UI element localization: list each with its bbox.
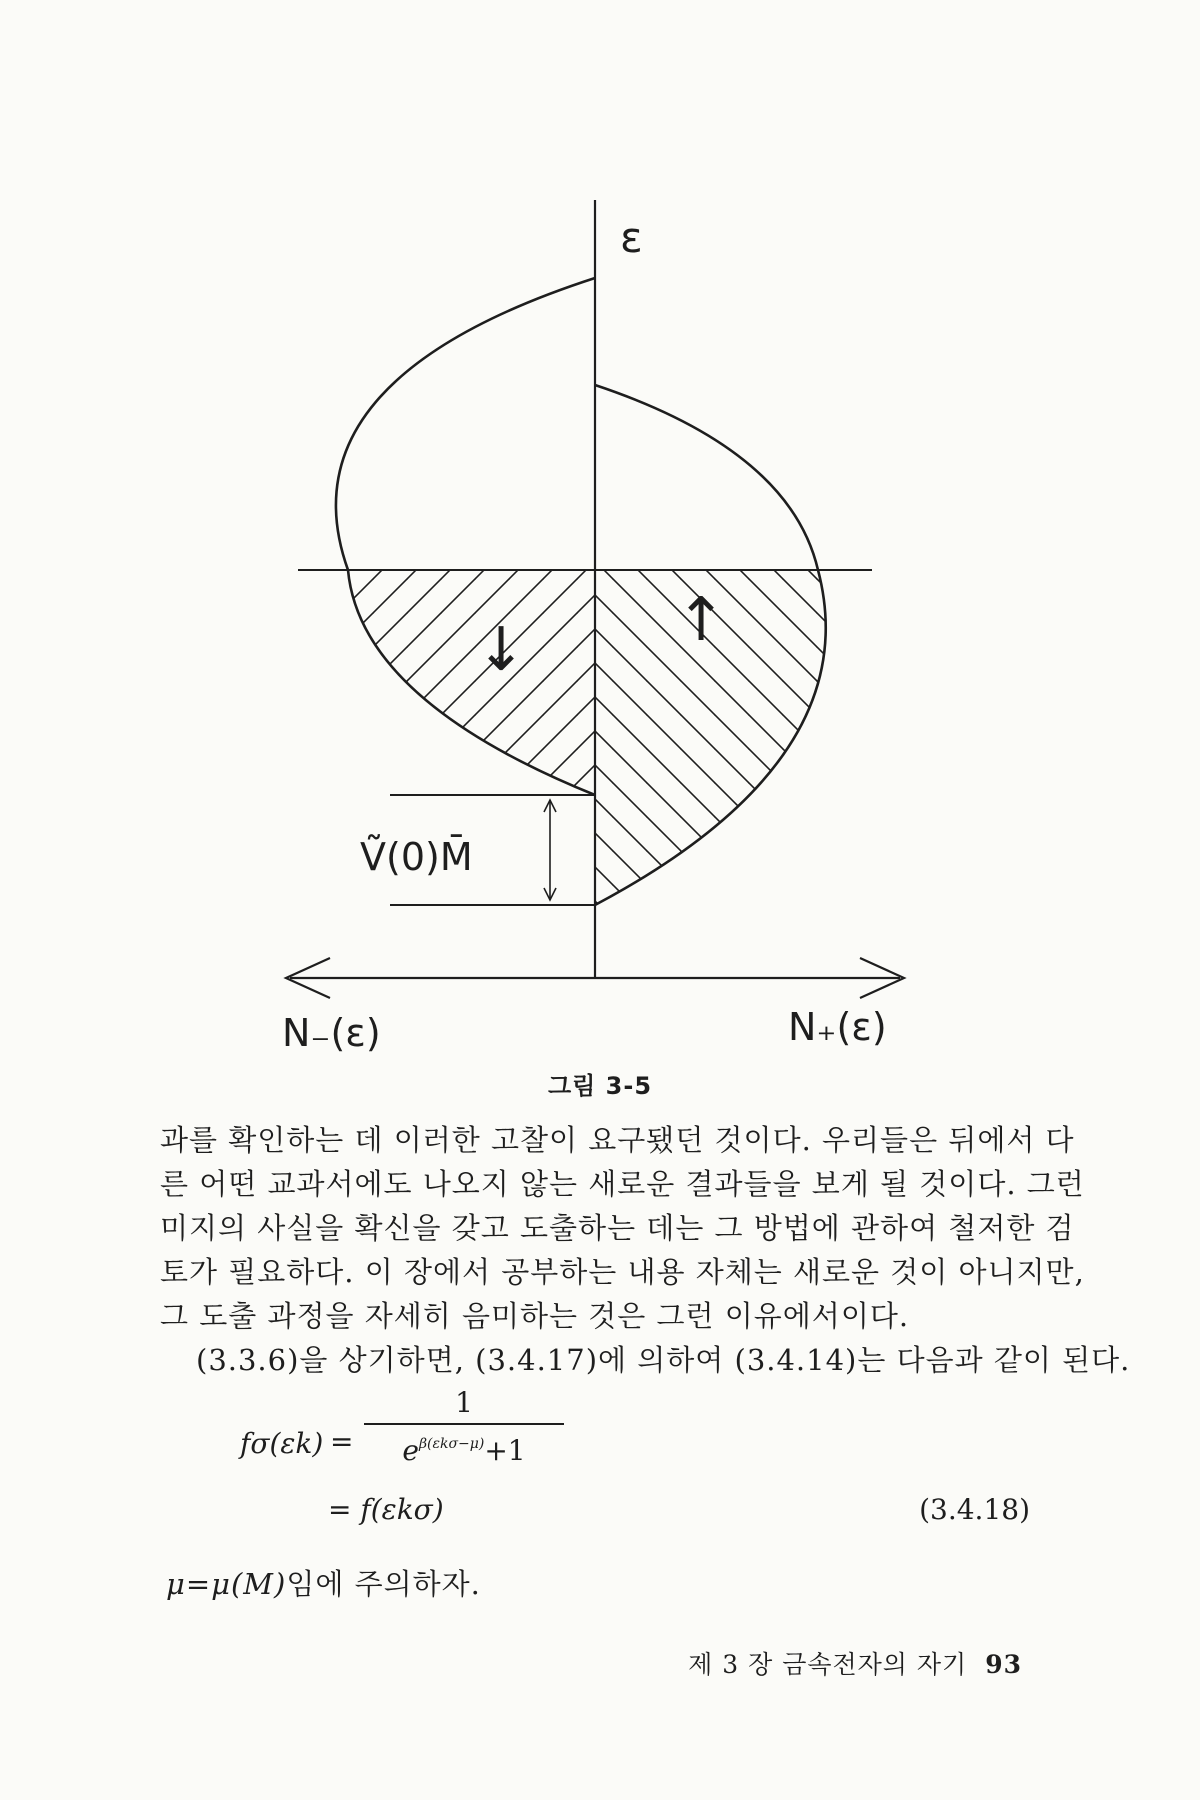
hatch-left [340,560,600,805]
equation-rhs: f(εkσ) [360,1493,444,1526]
gap-label: Ṽ(0)M̄ [360,835,473,879]
n-minus-label: N₋(ε) [282,1011,381,1055]
running-footer [688,1645,1022,1681]
chapter-title: 제 3 장 금속전자의 자기 [688,1650,968,1679]
equation-number: (3.4.18) [919,1493,1030,1526]
fraction-numerator: 1 [455,1386,473,1419]
closing-line [166,1562,481,1603]
paragraph-line: 과를 확인하는 데 이러한 고찰이 요구됐던 것이다. 우리들은 뒤에서 다 [160,1123,1075,1157]
fraction [364,1385,564,1468]
paragraph-line: 토가 필요하다. 이 장에서 공부하는 내용 자체는 새로운 것이 아니지만, [160,1255,1085,1289]
hatch-right [590,560,870,910]
denominator-tail: +1 [484,1434,526,1467]
equation-lhs: fσ(εk) [240,1427,324,1460]
energy-axis-label: ε [620,213,643,262]
plus-spin-arrow: ↑ [676,585,727,655]
denominator-exponent: β(εkσ−μ) [418,1436,485,1452]
denominator-base: e [402,1434,419,1467]
equation-3-4-18 [240,1385,1030,1535]
equals-sign: = [330,1425,354,1458]
fraction-denominator [364,1427,564,1468]
minus-spin-arrow: ↓ [476,615,527,685]
equation-second-row [328,1493,444,1526]
figure-caption: 그림 3-5 [547,1072,653,1100]
body-text [160,1118,1131,1382]
n-plus-label: N₊(ε) [788,1005,887,1049]
closing-text: 임에 주의하자. [286,1567,481,1601]
page-number: 93 [985,1650,1022,1679]
paragraph-line: 른 어떤 교과서에도 나오지 않는 새로운 결과들을 보게 될 것이다. 그런 [160,1167,1085,1201]
closing-math: μ=μ(M) [166,1567,287,1601]
equals-sign-2: = [328,1493,352,1526]
second-paragraph: (3.3.6)을 상기하면, (3.4.17)에 의하여 (3.4.14)는 다음과 같이 된다. [196,1343,1131,1377]
paragraph-line: 미지의 사실을 확신을 갖고 도출하는 데는 그 방법에 관하여 철저한 검 [160,1211,1075,1245]
fraction-bar [364,1423,564,1425]
paragraph-line: 그 도출 과정을 자세히 음미하는 것은 그런 이유에서이다. [160,1299,910,1333]
